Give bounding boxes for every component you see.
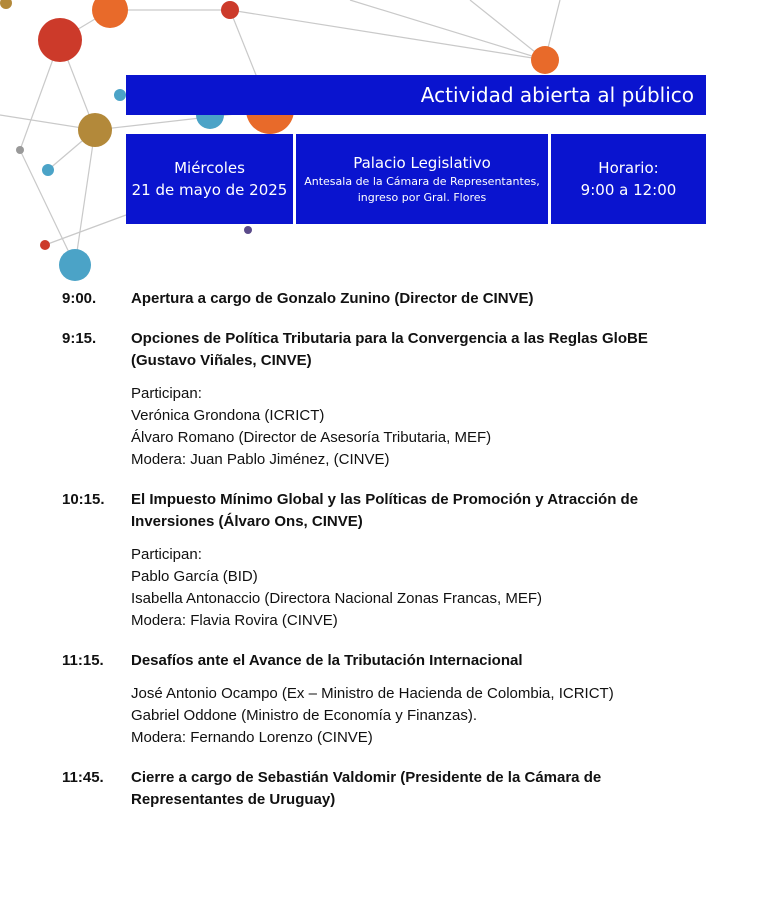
moderator: Modera: Juan Pablo Jiménez, (CINVE) [131,451,390,468]
moderator: Modera: Fernando Lorenzo (CINVE) [131,729,373,746]
agenda-title: Apertura a cargo de Gonzalo Zunino (Director de CINVE) [131,290,534,307]
agenda-title: Opciones de Política Tributaria para la Convergencia a las Reglas GloBE (Gustavo Viñales, CINVE) [131,330,648,369]
agenda-item-closing [62,767,702,811]
location-subtitle-1: Antesala de la Cámara de Representantes, [304,175,540,188]
participant: Gabriel Oddone (Ministro de Economía y Finanzas). [131,707,477,724]
agenda-item-global-minimum-tax [62,489,702,632]
schedule-box [551,134,706,224]
agenda-item-opening [62,288,702,310]
event-info-row [126,134,706,224]
date-full: 21 de mayo de 2025 [131,181,288,199]
agenda-item-tax-policy [62,328,702,471]
participants-label: Participan: [131,385,202,402]
agenda [62,288,702,829]
date-box [126,134,293,224]
participant: Verónica Grondona (ICRICT) [131,407,325,424]
date-weekday: Miércoles [174,159,245,177]
schedule-label: Horario: [598,159,659,177]
participant: Isabella Antonaccio (Directora Nacional Zonas Francas, MEF) [131,590,543,607]
agenda-title: El Impuesto Mínimo Global y las Políticas de Promoción y Atracción de Inversiones (Álvaro Ons, CINVE) [131,491,639,530]
schedule-value: 9:00 a 12:00 [580,181,677,199]
agenda-title: Desafíos ante el Avance de la Tributación Internacional [131,652,523,669]
agenda-time: 11:45. [62,769,104,786]
participant: Pablo García (BID) [131,568,258,585]
location-box [296,134,548,224]
location-title: Palacio Legislativo [353,154,491,172]
agenda-details [131,383,702,471]
agenda-details [131,683,702,749]
agenda-time: 9:15. [62,330,97,347]
agenda-title: Cierre a cargo de Sebastián Valdomir (Presidente de la Cámara de Representantes de Uruguay) [131,769,602,808]
agenda-time: 9:00. [62,290,97,307]
participant: José Antonio Ocampo (Ex – Ministro de Hacienda de Colombia, ICRICT) [131,685,614,702]
location-subtitle-2: ingreso por Gral. Flores [357,191,487,204]
agenda-time: 11:15. [62,652,104,669]
banner-text: Actividad abierta al público [420,83,694,107]
participant: Álvaro Romano (Director de Asesoría Tributaria, MEF) [131,429,492,446]
agenda-item-international-taxation [62,650,702,749]
public-activity-banner [126,75,706,115]
participants-label: Participan: [131,546,202,563]
agenda-time: 10:15. [62,491,105,508]
moderator: Modera: Flavia Rovira (CINVE) [131,612,338,629]
agenda-details [131,544,702,632]
